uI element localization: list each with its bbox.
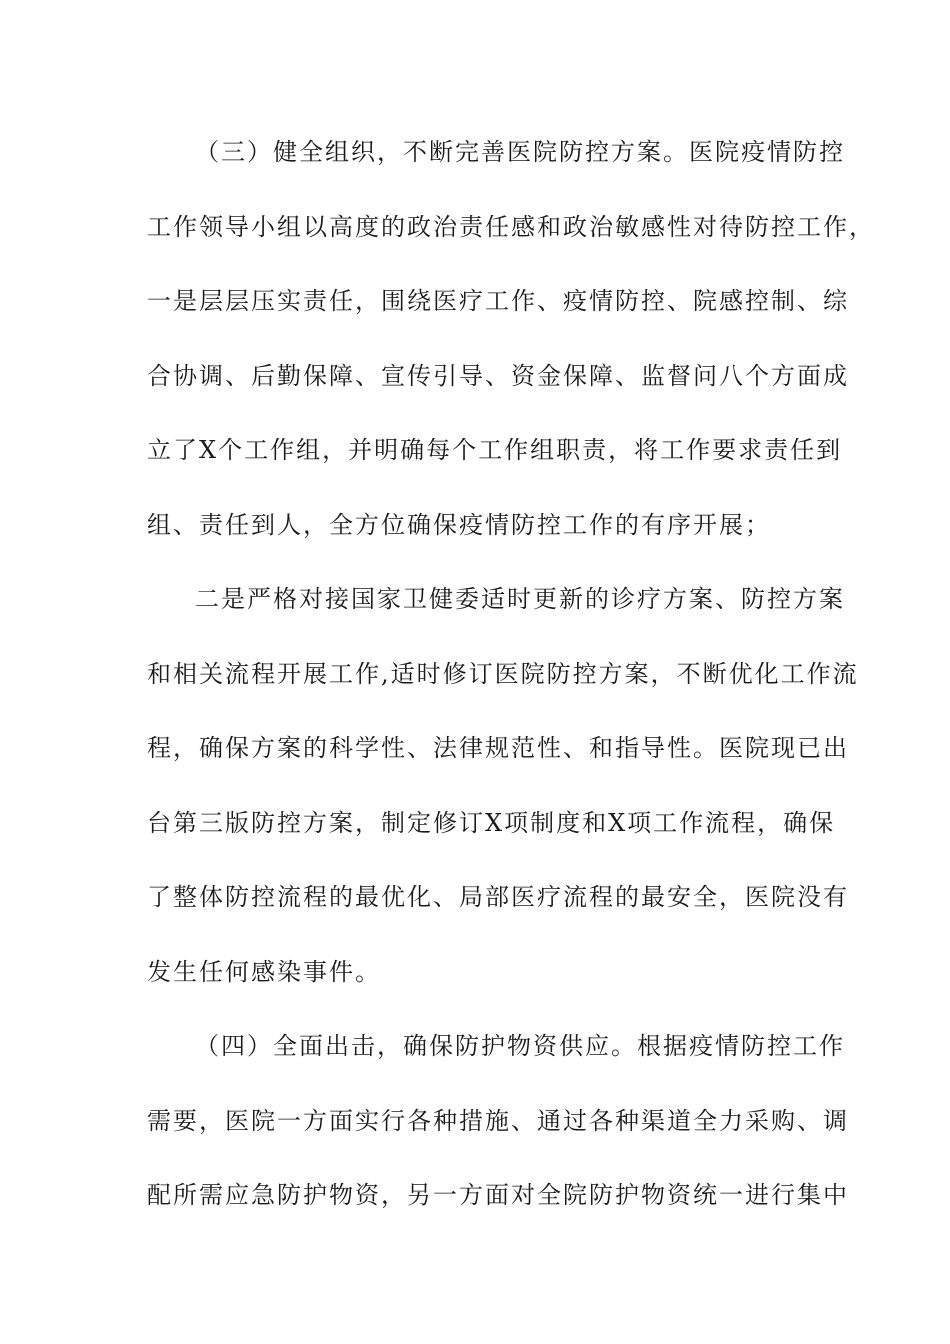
text-line: 和相关流程开展工作,适时修订医院防控方案，不断优化工作流 <box>147 660 859 688</box>
text-line: 工作领导小组以高度的政治责任感和政治敏感性对待防控工作， <box>147 213 875 241</box>
text-line: 组、责任到人，全方位确保疫情防控工作的有序开展； <box>147 511 771 539</box>
text-line: 台第三版防控方案，制定修订X项制度和X项工作流程，确保 <box>147 809 836 837</box>
text-line: 了整体防控流程的最优化、局部医疗流程的最安全，医院没有 <box>147 883 849 911</box>
text-line: 需要，医院一方面实行各种措施、通过各种渠道全力采购、调 <box>147 1107 849 1135</box>
paragraph-4-heading-line: （四）全面出击，确保防护物资供应。根据疫情防控工作 <box>195 1032 845 1060</box>
paragraph-3-heading-line: （三）健全组织，不断完善医院防控方案。医院疫情防控 <box>195 138 845 166</box>
text-line: 配所需应急防护物资，另一方面对全院防护物资统一进行集中 <box>147 1181 849 1209</box>
paragraph-start-line: 二是严格对接国家卫健委适时更新的诊疗方案、防控方案 <box>195 585 845 613</box>
text-line: 发生任何感染事件。 <box>147 958 381 986</box>
text-line: 立了X个工作组，并明确每个工作组职责，将工作要求责任到 <box>147 436 843 464</box>
text-line: 一是层层压实责任，围绕医疗工作、疫情防控、院感控制、综 <box>147 287 849 315</box>
text-line: 程，确保方案的科学性、法律规范性、和指导性。医院现已出 <box>147 734 849 762</box>
text-line: 合协调、后勤保障、宣传引导、资金保障、监督问八个方面成 <box>147 362 849 390</box>
